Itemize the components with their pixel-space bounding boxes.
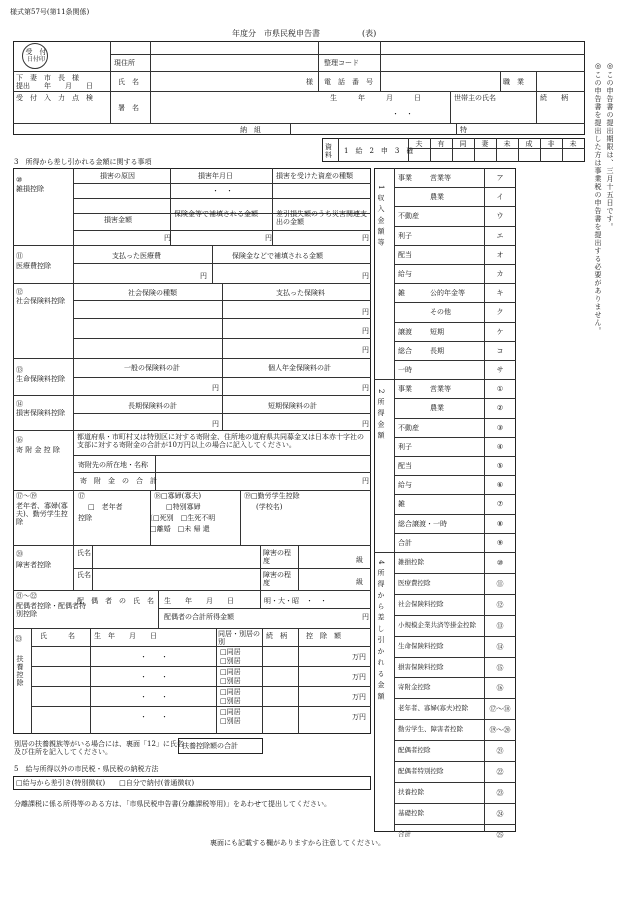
divider bbox=[13, 590, 371, 591]
fuyo-dokyo: □同居 bbox=[220, 668, 241, 676]
form-side: (表) bbox=[362, 29, 377, 38]
submit-date: 提出 年 月 日 bbox=[16, 82, 93, 90]
yen: 円 bbox=[164, 234, 171, 242]
yen: 円 bbox=[362, 384, 369, 392]
divider bbox=[394, 657, 516, 658]
fuyo-dokyo: □同居 bbox=[220, 648, 241, 656]
yen: 円 bbox=[265, 234, 272, 242]
kafu-c17t: □ 老年者 bbox=[88, 503, 123, 511]
divider bbox=[394, 803, 516, 804]
shunyu-key-3: エ bbox=[496, 231, 504, 240]
fuyo-man: 万円 bbox=[352, 713, 366, 721]
divider bbox=[13, 490, 371, 491]
divider bbox=[92, 545, 93, 590]
kojo-row-7: 老年者、寡婦(寡夫)控除 bbox=[398, 704, 469, 713]
fuyo-bekkyo: □別居 bbox=[220, 677, 241, 685]
shotoku-row-2: 不動産 bbox=[398, 423, 419, 432]
kafu-c17: ⑰ bbox=[78, 492, 85, 500]
shunyu-key-5: カ bbox=[496, 270, 504, 278]
shunyu-row-8: 譲渡 bbox=[398, 327, 412, 336]
kojo-row-13: 合計 bbox=[398, 829, 411, 838]
songai-h0: 長期保険料の計 bbox=[128, 402, 177, 410]
fuyo-man: 万円 bbox=[352, 653, 366, 661]
name-label: 氏 名 bbox=[118, 78, 139, 86]
kojo-key-1: ⑪ bbox=[496, 579, 504, 588]
divider bbox=[394, 226, 516, 227]
divider bbox=[73, 568, 371, 569]
shogai-deg: 障害の程度 bbox=[263, 549, 291, 566]
kojo-key-8: ⑲～⑳ bbox=[489, 726, 511, 735]
divider bbox=[73, 198, 371, 199]
divider bbox=[13, 283, 371, 284]
status-col-6: 非 bbox=[547, 140, 555, 148]
yen: 円 bbox=[362, 234, 369, 242]
shunyu-key-1: イ bbox=[496, 193, 504, 202]
shunyu-sec: 1 収 入 金 額 等 bbox=[377, 185, 386, 247]
shunyu-key-0: ア bbox=[496, 174, 504, 182]
kojo-key-6: ⑯ bbox=[496, 684, 504, 693]
kafu-c19: ⑲□勤労学生控除 bbox=[244, 492, 300, 500]
kojo-key-5: ⑮ bbox=[496, 663, 504, 672]
shotoku-key-0: ① bbox=[496, 385, 504, 394]
kojo-row-8: 勤労学生、障害者控除 bbox=[398, 725, 463, 734]
zokugara-label: 続 柄 bbox=[540, 94, 568, 102]
shunyu-row-10: 一時 bbox=[398, 366, 412, 374]
fuyo-dokyo: □同居 bbox=[220, 688, 241, 696]
status-col-0: 夫 bbox=[415, 140, 423, 148]
divider bbox=[518, 138, 519, 162]
birth-label: 生 年 月 日 bbox=[330, 94, 421, 102]
shotoku-key-7: ⑧ bbox=[496, 519, 504, 528]
yen: 円 bbox=[362, 272, 369, 280]
setainushi-label: 世帯主の氏名 bbox=[454, 94, 496, 102]
yen: 円 bbox=[362, 420, 369, 428]
shunyu-row-5: 給与 bbox=[398, 270, 412, 278]
divider bbox=[222, 358, 223, 395]
fuyo-man: 万円 bbox=[352, 673, 366, 681]
seimei-label: 生命保険料控除 bbox=[16, 375, 65, 383]
divider bbox=[260, 545, 261, 590]
shakai-label: 社会保険料控除 bbox=[16, 297, 65, 305]
divider bbox=[394, 636, 516, 637]
shogai-name: 氏名 bbox=[77, 571, 91, 579]
shogai-deg: 障害の程度 bbox=[263, 571, 291, 588]
fuyo-h4: 控 除 額 bbox=[306, 632, 341, 640]
divider bbox=[73, 230, 371, 231]
songai-h1: 短期保険料の計 bbox=[268, 402, 317, 410]
divider bbox=[222, 283, 223, 358]
fuyo-bekkyo: □別居 bbox=[220, 697, 241, 705]
fuyo-h3: 続 柄 bbox=[266, 632, 287, 640]
footer-note: 裏面にも記載する欄がありますから注意してください。 bbox=[210, 839, 385, 847]
kafu-num: ⑰～⑲ bbox=[16, 492, 37, 500]
divider bbox=[298, 628, 299, 734]
divider bbox=[13, 628, 371, 629]
birth-dots: ・ ・ bbox=[392, 110, 413, 118]
kojo-key-12: ㉔ bbox=[496, 809, 504, 818]
kyu: 級 bbox=[356, 556, 363, 564]
note-deadline: ◎この申告書の提出期限は、三月十五日です。 bbox=[606, 62, 615, 231]
note-jigyozei: ◎この申告書を提出した方は事業税の申告書を提出する必要がありません。 bbox=[594, 62, 603, 335]
kifu-note: 都道府県・市町村又は特別区に対する寄附金、住所地の道府県共同募金又は日本赤十字社の支部に対する寄附金の合計が10万円以上の場合に記入してください。 bbox=[77, 433, 364, 450]
kojo-key-11: ㉓ bbox=[496, 788, 504, 797]
shotoku-row-5: 給与 bbox=[398, 481, 412, 490]
status-col-3: 妻 bbox=[481, 140, 489, 148]
divider bbox=[394, 698, 516, 699]
shunyu-row-9: 総合 bbox=[398, 346, 412, 355]
divider bbox=[394, 264, 516, 265]
kifu-label: 寄 附 金 控 除 bbox=[16, 446, 60, 454]
status-col-5: 成 bbox=[525, 140, 533, 148]
yen: 円 bbox=[362, 613, 369, 621]
divider bbox=[394, 341, 516, 342]
bekkyo-note: 別居の扶養親族等がいる場合には、裏面「12」に氏名及び住所を記入してください。 bbox=[14, 740, 184, 757]
shotoku-row-3: 利子 bbox=[398, 442, 412, 451]
divider bbox=[90, 628, 91, 734]
fuyo-bekkyo: □別居 bbox=[220, 657, 241, 665]
kojo-row-0: 雑損控除 bbox=[398, 558, 424, 566]
shunyu-row-3: 利子 bbox=[398, 231, 412, 240]
kojo-row-11: 扶養控除 bbox=[398, 787, 424, 796]
zasson-h2: 損害を受けた資産の種類 bbox=[276, 172, 353, 180]
shakai-num: ⑫ bbox=[16, 288, 23, 296]
yen: 円 bbox=[362, 327, 369, 335]
iryo-num: ⑪ bbox=[16, 252, 23, 260]
divider bbox=[31, 706, 371, 707]
shunyu-key-2: ウ bbox=[496, 212, 504, 221]
kojo-row-4: 生命保険料控除 bbox=[398, 641, 444, 650]
divider bbox=[394, 398, 516, 399]
shotoku-key-3: ④ bbox=[496, 442, 504, 451]
zasson-dots: ・ ・ bbox=[212, 187, 233, 195]
zasson-label: 雑損控除 bbox=[16, 185, 44, 193]
yen: 円 bbox=[212, 384, 219, 392]
sec5-opts[interactable]: □給与から差引き(特別徴収) □自分で納付(普通徴収) bbox=[16, 779, 195, 787]
divider bbox=[394, 514, 516, 515]
seimei-h0: 一般の保険料の計 bbox=[124, 364, 180, 372]
divider bbox=[394, 302, 516, 303]
shakai-h0: 社会保険の種類 bbox=[128, 289, 177, 297]
divider bbox=[31, 646, 371, 647]
zasson-h20: 損害金額 bbox=[104, 216, 132, 224]
shotoku-key-2: ③ bbox=[496, 423, 504, 432]
kojo-key-3: ⑬ bbox=[496, 621, 504, 630]
sec5-title: 5 給与所得以外の市民税・県民税の納税方法 bbox=[14, 765, 159, 773]
fuyo-dots: ・ ・ bbox=[140, 693, 168, 701]
divider bbox=[262, 628, 263, 734]
shunyu-row-7-sub: その他 bbox=[430, 308, 451, 317]
divider bbox=[474, 138, 475, 162]
shogai-num: ⑳ bbox=[16, 550, 23, 558]
kafu-c18c: 〔□死別 □生死不明 bbox=[146, 514, 216, 522]
shunyu-row-9-sub: 長期 bbox=[430, 346, 444, 355]
kojo-key-2: ⑫ bbox=[496, 600, 504, 609]
fuyo-bekkyo: □別居 bbox=[220, 717, 241, 725]
zasson-h21: 保険金等で補填される金額 bbox=[174, 210, 258, 218]
status-col-4: 未 bbox=[503, 140, 511, 148]
sama-label: 様 bbox=[306, 78, 313, 86]
divider bbox=[13, 545, 371, 546]
seiri-code-label: 整理コード bbox=[324, 59, 359, 67]
shunyu-row-0-sub: 営業等 bbox=[430, 174, 451, 182]
divider bbox=[394, 761, 516, 762]
divider bbox=[394, 494, 516, 495]
divider bbox=[13, 358, 371, 359]
kafu-c18d: □離婚 □未 帰 還 bbox=[150, 525, 210, 533]
haigusha-gokei: 配偶者の合計所得金額 bbox=[164, 613, 234, 621]
divider bbox=[394, 187, 516, 188]
kojo-row-1: 医療費控除 bbox=[398, 578, 431, 587]
kafu-c17u: 控除 bbox=[78, 514, 92, 522]
haigusha-label: 配偶者控除・配偶者特別控除 bbox=[16, 602, 86, 619]
divider bbox=[13, 395, 371, 396]
iryo-label: 医療費控除 bbox=[16, 262, 51, 270]
shotoku-sec: 2 所 得 金 額 bbox=[377, 389, 386, 440]
uketsuke-label: 受 付 入 力 点 検 bbox=[16, 94, 93, 102]
kojo-key-4: ⑭ bbox=[496, 642, 504, 651]
kafu-c18b: □特別寡婦 bbox=[166, 503, 201, 511]
kifu-num: ⑯ bbox=[16, 436, 23, 444]
divider bbox=[394, 322, 516, 323]
shunyu-row-1-sub: 農業 bbox=[430, 193, 444, 202]
haigusha-name: 配 偶 者 の 氏 名 bbox=[77, 597, 154, 605]
kifu-place: 寄附先の所在地・名称 bbox=[78, 461, 148, 469]
zasson-h0: 損害の原因 bbox=[100, 172, 135, 180]
songai-num: ⑭ bbox=[16, 400, 23, 408]
zasson-h1: 損害年月日 bbox=[198, 172, 233, 180]
divider bbox=[394, 533, 516, 534]
haigusha-birth: 生 年 月 日 bbox=[164, 597, 234, 605]
shotoku-key-6: ⑦ bbox=[496, 500, 504, 509]
iryo-h0: 支払った医療費 bbox=[112, 252, 161, 260]
kojo-row-5: 損害保険料控除 bbox=[398, 662, 444, 671]
divider bbox=[394, 283, 516, 284]
divider bbox=[394, 719, 516, 720]
shotoku-row-4: 配当 bbox=[398, 462, 412, 470]
kojo-key-13: ㉕ bbox=[496, 830, 504, 839]
divider bbox=[216, 628, 217, 734]
divider bbox=[394, 206, 516, 207]
shotoku-key-8: ⑨ bbox=[496, 538, 504, 547]
yen: 円 bbox=[362, 346, 369, 354]
divider bbox=[272, 168, 273, 245]
kafu-label: 老年者、寡婦(寡夫)、勤労学生控除 bbox=[16, 502, 68, 527]
kyu-label: 1 給 2 申 3 確 bbox=[344, 147, 414, 155]
divider bbox=[13, 245, 371, 246]
shotoku-row-0-sub: 営業等 bbox=[430, 385, 451, 394]
divider bbox=[73, 472, 371, 473]
kojo-row-10: 配偶者特別控除 bbox=[398, 767, 444, 775]
form-number: 様式第57号(第11条関係) bbox=[10, 8, 90, 16]
divider bbox=[31, 686, 371, 687]
divider bbox=[394, 437, 516, 438]
divider bbox=[394, 573, 516, 574]
divider bbox=[73, 183, 371, 184]
divider bbox=[73, 263, 371, 264]
status-col-7: 未 bbox=[569, 140, 577, 148]
divider bbox=[31, 666, 371, 667]
kojo-row-6: 寄附金控除 bbox=[398, 683, 431, 692]
shotoku-key-1: ② bbox=[496, 404, 504, 413]
yen: 円 bbox=[362, 477, 369, 485]
yen: 円 bbox=[212, 420, 219, 428]
shotoku-key-4: ⑤ bbox=[496, 462, 504, 470]
divider bbox=[13, 430, 371, 431]
fuyo-label: 扶養控除 bbox=[16, 655, 25, 687]
kojo-key-9: ㉑ bbox=[496, 747, 504, 756]
bunri-note: 分離課税に係る所得等のある方は、「市県民税申告書(分離課税等用)」をあわせて提出してください。 bbox=[14, 800, 331, 808]
shunyu-row-0: 事業 bbox=[398, 174, 412, 182]
shogai-name: 氏名 bbox=[77, 549, 91, 557]
divider bbox=[374, 552, 516, 553]
divider bbox=[394, 456, 516, 457]
divider bbox=[394, 594, 516, 595]
shotoku-row-0: 事業 bbox=[398, 385, 412, 394]
divider bbox=[496, 138, 497, 162]
divider bbox=[212, 245, 213, 283]
kojo-row-2: 社会保険料控除 bbox=[398, 599, 444, 608]
shakai-h1: 支払った保険料 bbox=[276, 289, 325, 297]
shotoku-row-8: 合計 bbox=[398, 538, 412, 547]
divider bbox=[394, 824, 516, 825]
zasson-num: ⑩ bbox=[16, 176, 23, 184]
shotoku-row-7: 総合譲渡・一時 bbox=[398, 519, 447, 528]
shunyu-row-6: 雑 bbox=[398, 289, 405, 298]
kojo-key-0: ⑩ bbox=[496, 559, 504, 567]
divider bbox=[452, 138, 453, 162]
kojo-key-7: ⑰～⑱ bbox=[489, 705, 511, 714]
shunyu-row-4: 配当 bbox=[398, 250, 412, 259]
divider bbox=[298, 545, 299, 590]
sec3-title: 3 所得から差し引かれる金額に関する事項 bbox=[14, 158, 152, 166]
seimei-h1: 個人年金保険料の計 bbox=[268, 364, 331, 372]
yen: 円 bbox=[362, 308, 369, 316]
shomei-label: 署 名 bbox=[118, 104, 139, 112]
shunyu-key-9: コ bbox=[496, 346, 504, 355]
kafu-c19b: (学校名) bbox=[256, 503, 283, 511]
kifu-total: 寄 附 金 の 合 計 bbox=[80, 477, 157, 485]
shunyu-key-8: ケ bbox=[496, 327, 504, 336]
divider bbox=[430, 138, 431, 162]
kojo-row-9: 配偶者控除 bbox=[398, 746, 431, 755]
divider bbox=[394, 677, 516, 678]
kyu: 級 bbox=[356, 578, 363, 586]
yen: 円 bbox=[200, 272, 207, 280]
divider bbox=[240, 490, 241, 545]
zasson-h22: 差引損失額のうち災害関連支出の金額 bbox=[276, 210, 367, 227]
shunyu-key-4: オ bbox=[496, 250, 504, 259]
shunyu-row-2: 不動産 bbox=[398, 212, 419, 221]
kafu-c18: ⑱□寡婦(寡夫) bbox=[154, 492, 202, 500]
divider bbox=[394, 245, 516, 246]
shunyu-key-10: サ bbox=[496, 366, 504, 374]
form-title: 年度分 市県民税申告書 bbox=[232, 29, 320, 38]
fuyo-man: 万円 bbox=[352, 693, 366, 701]
shotoku-key-5: ⑥ bbox=[496, 481, 504, 490]
status-col-2: 同 bbox=[459, 140, 467, 148]
divider bbox=[73, 455, 371, 456]
nohan-label: 納 組 bbox=[240, 126, 261, 134]
shotoku-row-1-sub: 農業 bbox=[430, 404, 444, 413]
stamp-circle: 受 付 日付印 bbox=[22, 43, 48, 69]
seimei-num: ⑬ bbox=[16, 366, 23, 374]
jusho-label: 現住所 bbox=[114, 59, 135, 67]
shunyu-key-6: キ bbox=[496, 289, 504, 298]
divider bbox=[540, 138, 541, 162]
divider bbox=[31, 628, 32, 734]
divider bbox=[260, 590, 261, 608]
fuyo-dokyo: □同居 bbox=[220, 708, 241, 716]
fuyo-h0: 氏 名 bbox=[40, 632, 75, 640]
fuyo-dots: ・ ・ bbox=[140, 673, 168, 681]
kojo-row-12: 基礎控除 bbox=[398, 808, 424, 817]
shunyu-key-7: ク bbox=[496, 308, 504, 317]
status-col-1: 有 bbox=[437, 140, 445, 148]
fuyo-h2: 同居・別居の別 bbox=[218, 630, 260, 647]
iryo-h1: 保険金などで補填される金額 bbox=[232, 252, 323, 260]
fuyo-total: 扶養控除額の合計 bbox=[182, 742, 238, 750]
fuyo-num: ㉓ bbox=[15, 635, 22, 643]
songai-label: 損害保険料控除 bbox=[16, 409, 65, 417]
shunyu-row-6-sub: 公的年金等 bbox=[430, 289, 465, 298]
divider bbox=[394, 418, 516, 419]
shokugyo-label: 職 業 bbox=[503, 78, 524, 86]
divider bbox=[374, 379, 516, 380]
toku-label: 特 bbox=[460, 126, 467, 134]
shotoku-row-6: 雑 bbox=[398, 500, 405, 509]
divider bbox=[394, 475, 516, 476]
fuyo-h1: 生 年 月 日 bbox=[94, 632, 157, 640]
haigusha-era: 明・大・昭 ・ ・ bbox=[264, 597, 327, 605]
divider bbox=[222, 395, 223, 430]
haigusha-num: ㉑～㉒ bbox=[16, 592, 37, 600]
divider bbox=[562, 138, 563, 162]
divider bbox=[394, 782, 516, 783]
kojo-row-3: 小規模企業共済等掛金控除 bbox=[398, 620, 476, 629]
divider bbox=[73, 490, 74, 545]
submit-to: 下 妻 市 長 様 bbox=[16, 74, 79, 82]
shunyu-row-8-sub: 短期 bbox=[430, 327, 444, 336]
divider bbox=[394, 360, 516, 361]
shogai-label: 障害者控除 bbox=[16, 561, 51, 569]
divider bbox=[394, 615, 516, 616]
fuyo-dots: ・ ・ bbox=[140, 653, 168, 661]
kojo-key-10: ㉒ bbox=[496, 768, 504, 776]
shiryo-label: 資料 bbox=[325, 143, 332, 160]
divider bbox=[158, 608, 371, 609]
tel-label: 電 話 番 号 bbox=[324, 78, 373, 86]
kojo-sec: 4 所 得 か ら 差 し 引 か れ る 金 額 bbox=[377, 560, 386, 701]
divider bbox=[394, 740, 516, 741]
fuyo-dots: ・ ・ bbox=[140, 713, 168, 721]
